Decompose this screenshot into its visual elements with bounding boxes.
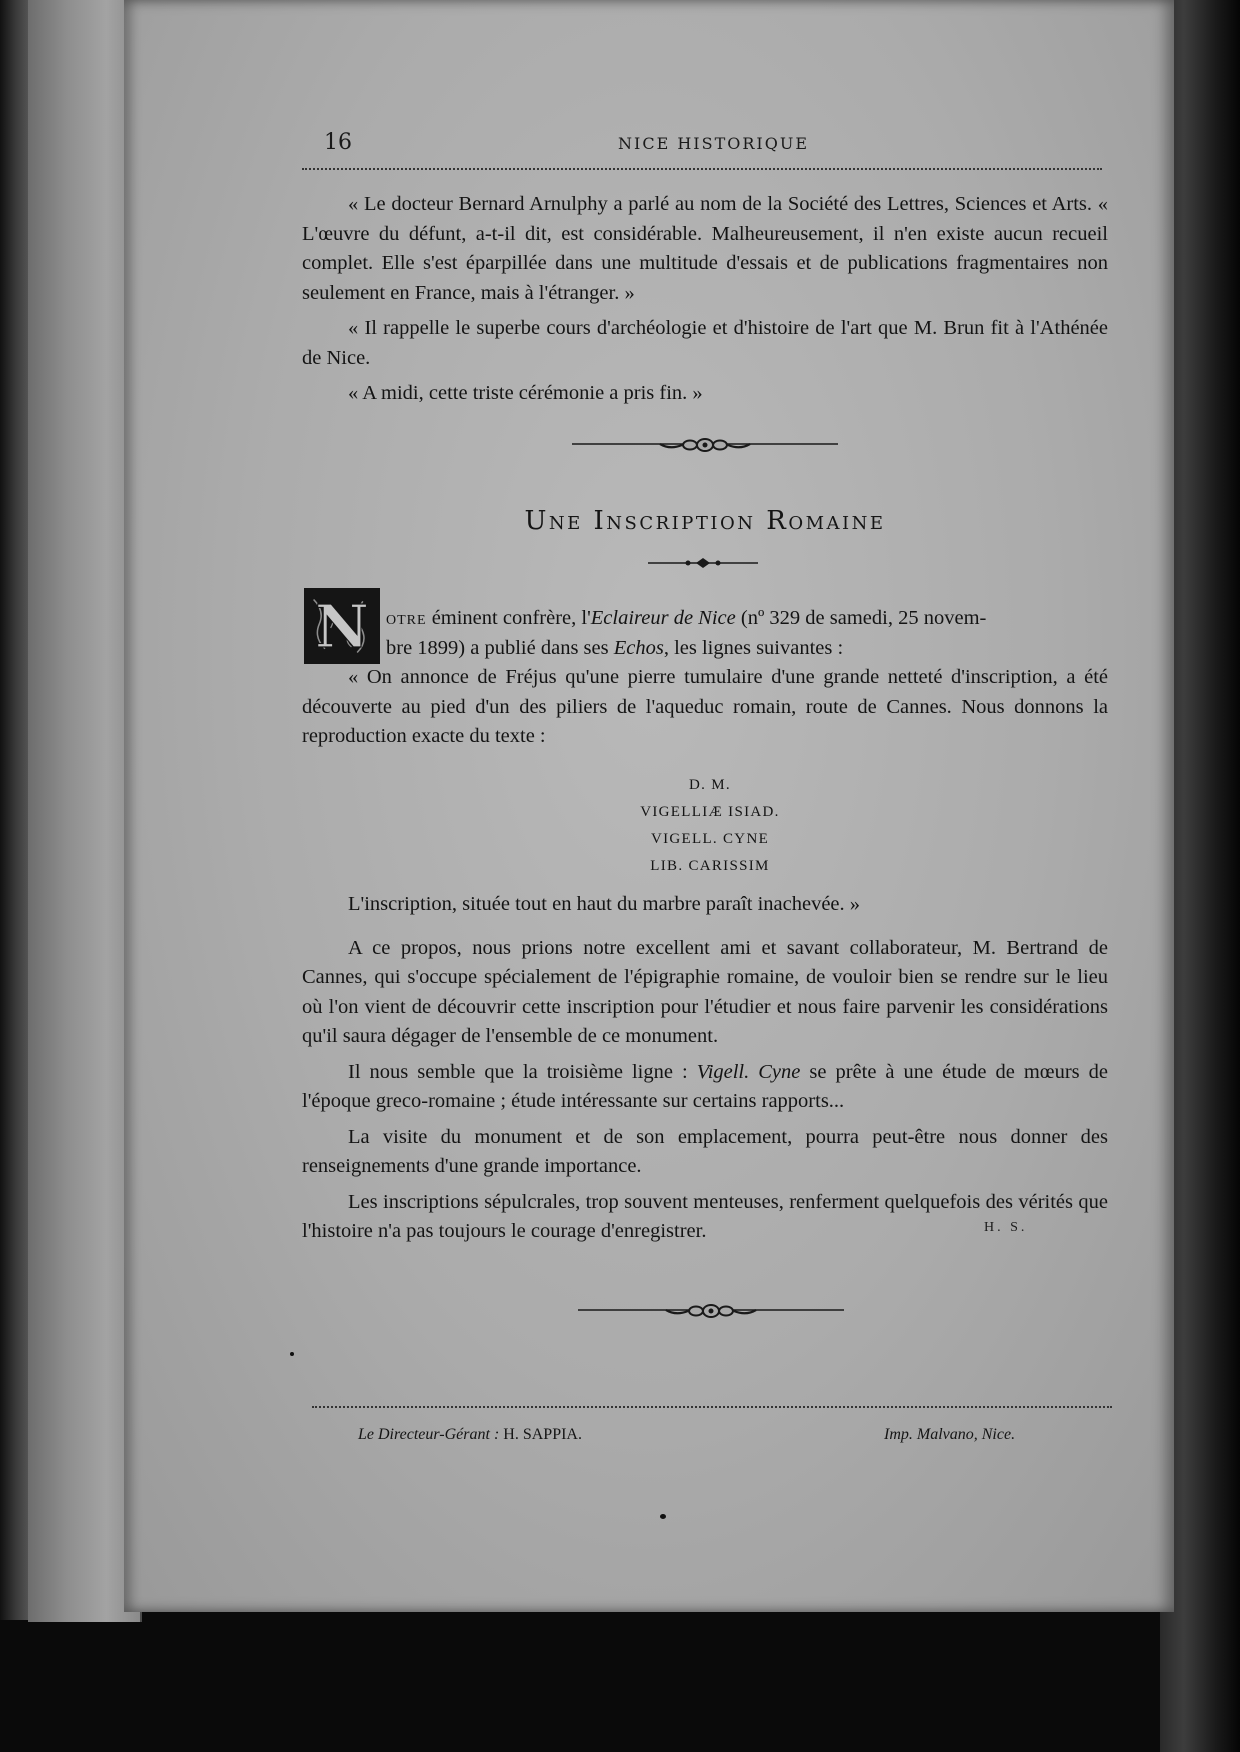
director-label: Le Directeur-Gérant : — [358, 1426, 500, 1443]
section-divider-ornament — [572, 434, 838, 454]
running-head — [324, 130, 1104, 160]
intro-line2-text: bre 1899) a publié dans ses — [386, 636, 614, 659]
latin-inscription — [500, 772, 920, 880]
opening-text — [302, 190, 1108, 415]
article-title: Une Inscription Romaine — [524, 506, 886, 536]
end-divider-ornament — [578, 1300, 844, 1320]
inscription-line: LIB. CARISSIM — [650, 858, 770, 874]
footer-director — [358, 1426, 582, 1444]
journal-title: NICE HISTORIQUE — [618, 134, 809, 153]
title-underline-ornament — [648, 556, 758, 570]
intro-line-2 — [386, 634, 1108, 664]
echos-title: Echos — [613, 636, 664, 659]
ligne-text-cont: se prête à une étude de mœurs de l'époque greco-romaine ; étude intéressante sur certains rapports... — [302, 1060, 1109, 1112]
footer-printer: Imp. Malvano, Nice. — [884, 1426, 1016, 1443]
paragraph-cannes: A ce propos, nous prions notre excellent ami et savant collaborateur, M. Bertrand de Cannes, qui s'occupe spécialement de l'épigraphie romaine, de vouloir bien se rendre sur le lieu où l'on vient de découvrir cette inscription pour l'étudier et nous faire parvenir les considérations qu'il saura dégager de l'ensemble de ce monument. — [302, 936, 1108, 1047]
director-name: H. SAPPIA. — [499, 1426, 582, 1443]
paragraph-ceremonie: « A midi, cette triste cérémonie a pris fin. » — [348, 382, 703, 404]
article-body — [302, 890, 1108, 1253]
paragraph-ligne — [302, 1058, 1108, 1117]
paragraph-inscriptions: Les inscriptions sépulcrales, trop souvent menteuses, renferment quelquefois des vérités que l'histoire n'a pas toujours le courage d'enregistrer. — [302, 1190, 1108, 1242]
intro-text: éminent confrère, l' — [426, 607, 591, 629]
ligne-text: Il nous semble que la troisième ligne : — [348, 1060, 697, 1083]
ink-speck — [290, 1352, 294, 1356]
intro-smallcaps: otre — [386, 607, 427, 629]
header-dotted-rule — [302, 168, 1102, 170]
article-intro — [302, 604, 1108, 752]
intro-line2-end: , les lignes suivantes : — [663, 636, 844, 659]
svg-text:N: N — [315, 591, 369, 661]
newspaper-title: Eclaireur de Nice — [590, 607, 736, 629]
inscription-line: VIGELL. CYNE — [650, 831, 770, 847]
paragraph-visite: La visite du monument et de son emplacement, pourra peut-être nous donner des renseignements d'une grande importance. — [302, 1125, 1108, 1177]
paragraph-brun: « Il rappelle le superbe cours d'archéologie et d'histoire de l'art que M. Brun fit à l'Athénée de Nice. — [302, 317, 1108, 369]
intro-text-cont: (nº 329 de samedi, 25 novem- — [735, 607, 987, 629]
author-signature: H. S. — [984, 1220, 1028, 1235]
page-number: 16 — [324, 130, 352, 155]
vigell-cyne: Vigell. Cyne — [696, 1060, 801, 1083]
quote-end: L'inscription, située tout en haut du marbre paraît inachevée. » — [348, 893, 861, 915]
paragraph-arnulphy: « Le docteur Bernard Arnulphy a parlé au nom de la Société des Lettres, Sciences et Arts. « L'œuvre du défunt, a-t-il dit, est considérable. Malheureusement, il n'en existe aucun recueil complet. Elle s'est éparpillée dans une multitude d'essais et de publications fragmentaires non seulement en France, mais à l'étranger. » — [302, 193, 1108, 304]
inscription-line: D. M. — [689, 777, 731, 793]
quote-paragraph: « On annonce de Fréjus qu'une pierre tumulaire d'une grande netteté d'inscription, a été découverte au pied d'un des piliers de l'aqueduc romain, route de Cannes. Nous donnons la reproduction exacte du texte : — [302, 666, 1108, 747]
ink-speck — [660, 1514, 666, 1519]
intro-line-1 — [386, 604, 1108, 634]
footer-dotted-rule — [312, 1406, 1112, 1408]
inscription-line: VIGELLIÆ ISIAD. — [640, 804, 780, 820]
